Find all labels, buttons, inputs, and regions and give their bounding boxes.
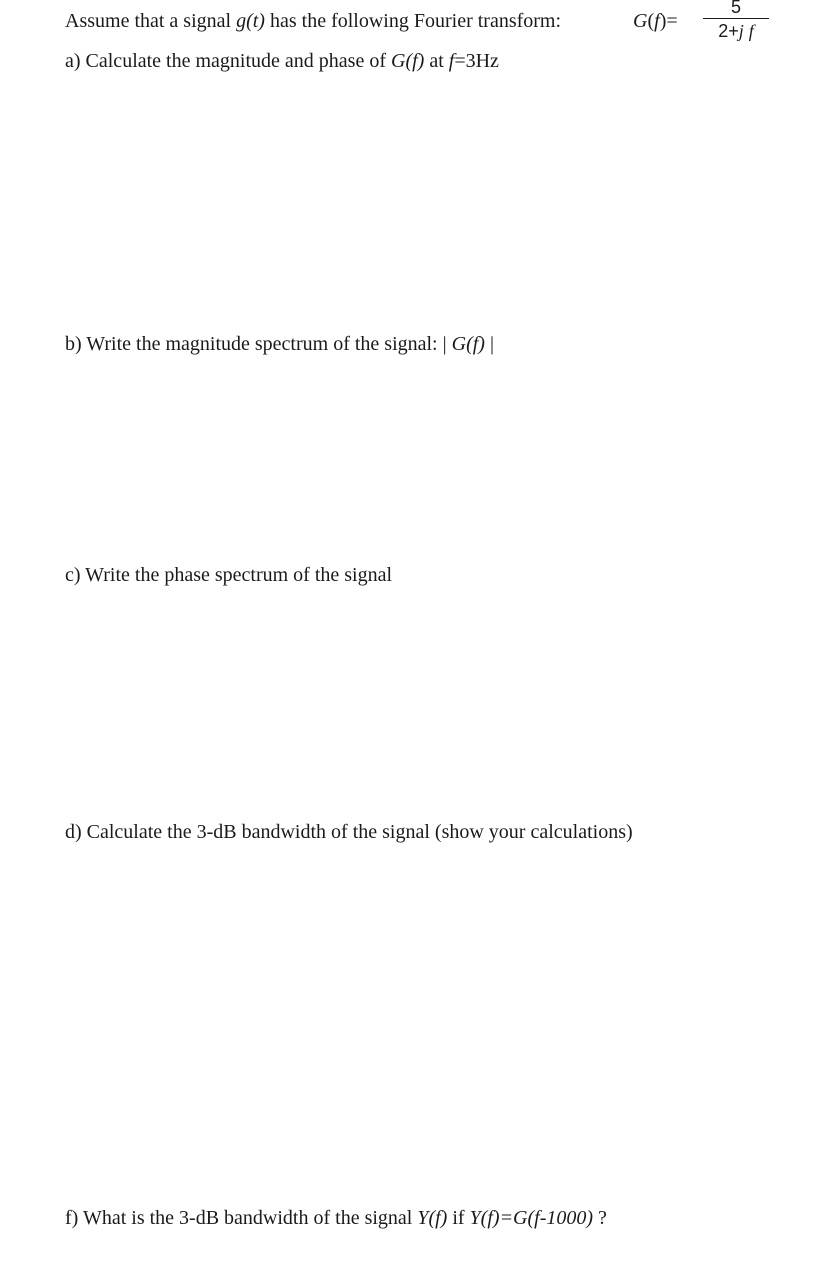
question-f-prefix: f) What is the 3-dB bandwidth of the signal [65, 1207, 418, 1229]
question-c-text: c) Write the phase spectrum of the signal [65, 564, 393, 586]
question-b-suffix: | [484, 333, 494, 355]
question-a-var: f [448, 50, 455, 72]
question-f-suffix: ? [593, 1207, 607, 1229]
den-j: j [738, 21, 744, 41]
question-f [65, 1207, 607, 1230]
question-a-mid: at [424, 50, 449, 72]
intro-suffix: has the following Fourier transform: [264, 10, 562, 32]
intro-text [65, 10, 561, 33]
fraction-numerator: 5 [730, 0, 741, 17]
signal-name: g(t) [236, 10, 265, 32]
lhs-g: G [633, 10, 648, 32]
lhs-close: )= [659, 10, 678, 32]
question-c [65, 564, 392, 587]
question-f-expr: Y(f)=G(f-1000) [469, 1207, 594, 1229]
fraction-bar [703, 18, 769, 19]
question-a-func: G(f) [391, 50, 425, 72]
question-f-func: Y(f) [417, 1207, 448, 1229]
question-d-text: d) Calculate the 3-dB bandwidth of the signal (show your calculations) [65, 821, 633, 843]
question-d [65, 821, 633, 844]
question-a-suffix: =3Hz [454, 50, 499, 72]
transform-fraction [703, 0, 769, 40]
question-a [65, 50, 499, 73]
fraction-denominator [703, 22, 769, 40]
question-f-mid: if [447, 1207, 470, 1229]
intro-prefix: Assume that a signal [65, 10, 237, 32]
question-a-prefix: a) Calculate the magnitude and phase of [65, 50, 391, 72]
question-b-func: G(f) [451, 333, 485, 355]
transform-lhs [633, 10, 678, 33]
question-b-prefix: b) Write the magnitude spectrum of the signal: | [65, 333, 452, 355]
lhs-open: ( [647, 10, 655, 32]
lhs-f: f [654, 10, 660, 32]
question-b [65, 333, 494, 356]
den-f: f [748, 21, 754, 41]
den-prefix: 2+ [718, 21, 739, 41]
